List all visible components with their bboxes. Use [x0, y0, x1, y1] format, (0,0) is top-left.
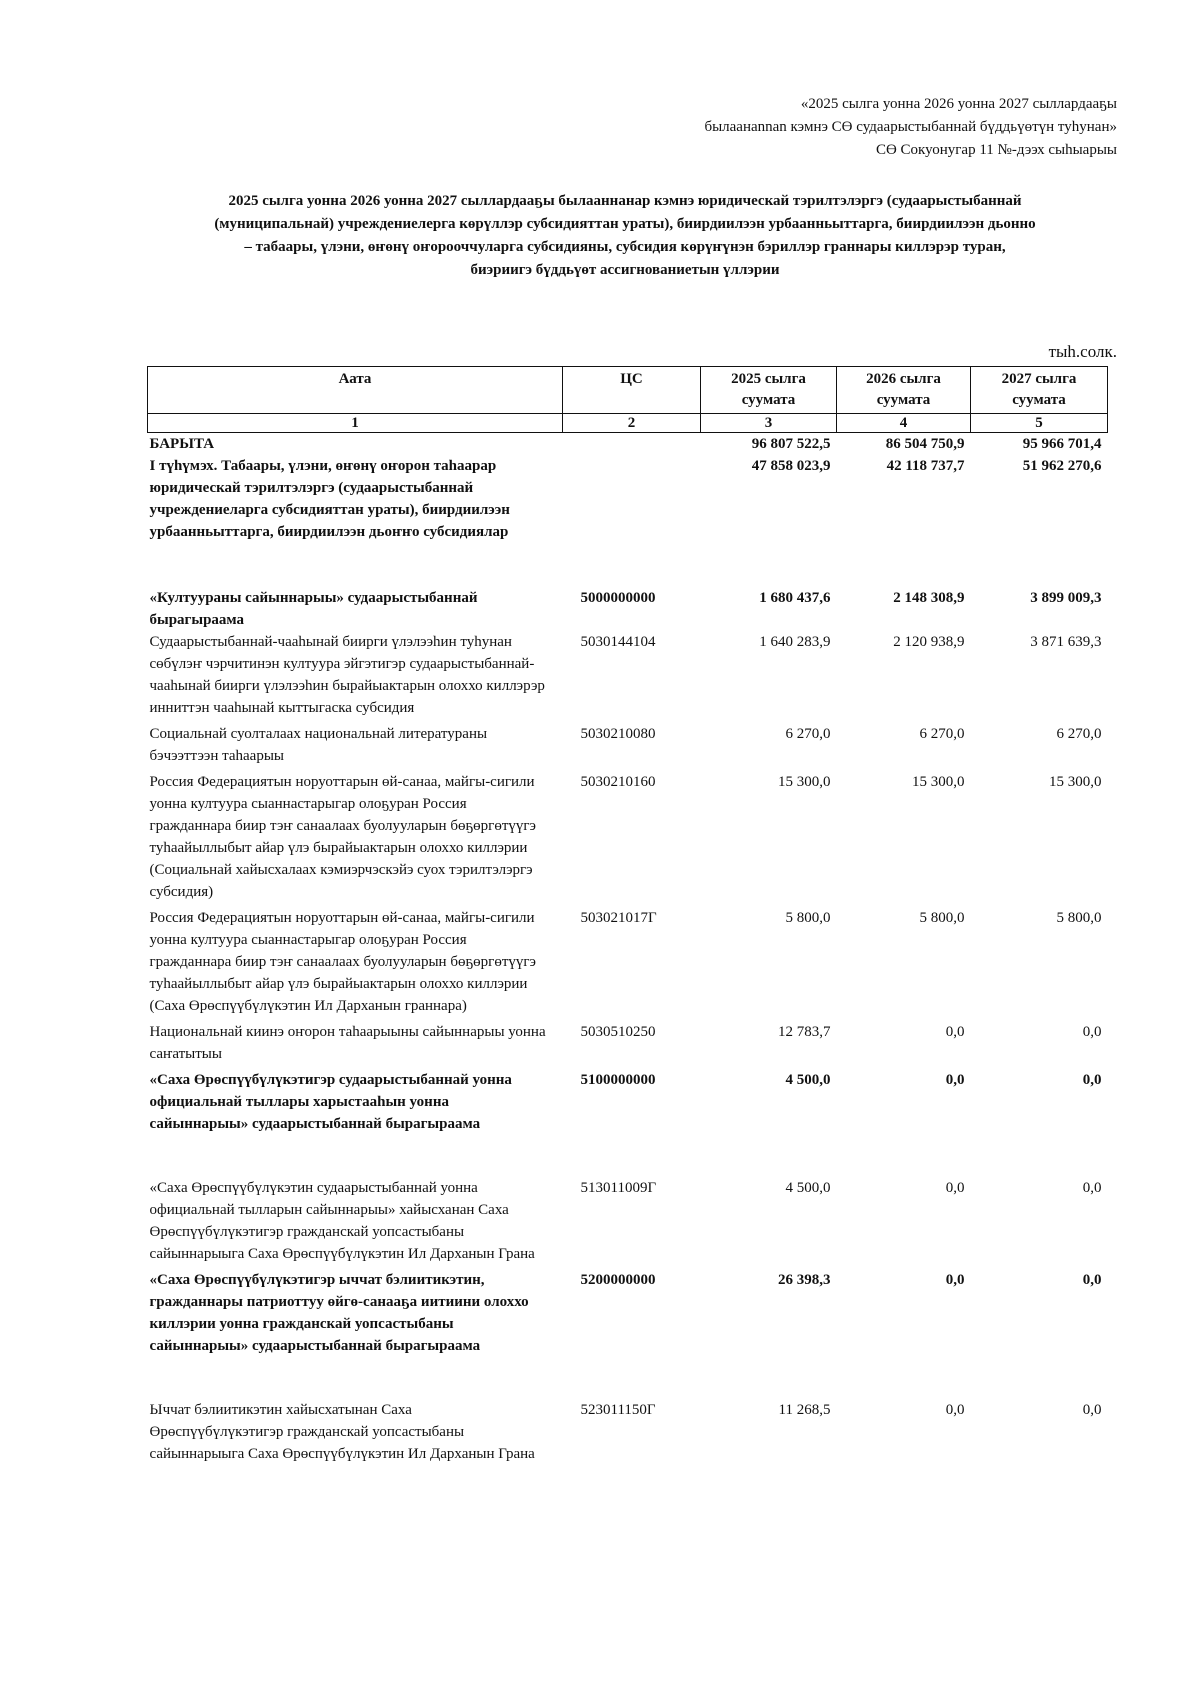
row-code: 523011150Г: [580, 1402, 656, 1418]
header-line-1: «2025 сылга уонна 2026 уонна 2027 сыллардааҕы: [800, 96, 1117, 112]
units-label: тыһ.солк.: [1048, 342, 1117, 361]
column-number-1: 1: [148, 414, 563, 433]
column-number-2: 2: [563, 414, 701, 433]
row-value-2026: 0,0: [945, 1272, 965, 1288]
row-value-2026: 15 300,0: [912, 774, 965, 790]
row-value-2026: 0,0: [945, 1180, 965, 1196]
table-row: [148, 1177, 1108, 1269]
title-line-4: биэриигэ бүддьүөт ассигнованиетын үллэрии: [470, 262, 780, 278]
header-line-3: СӨ Сокуонугар 11 №-дээх сыһыарыы: [875, 142, 1117, 158]
column-number-5: 5: [971, 414, 1108, 433]
row-name: Ыччат бэлиитикэтин хайысхатынан Саха Өрөспүүбүлүкэтигэр гражданскай уопсастыбаны сайыннарыыга Саха Өрөспүүбүлүкэтин Ил Дарханын Грана: [149, 1402, 535, 1462]
column-header-code: ЦС: [563, 367, 701, 414]
row-value-2025: 6 270,0: [785, 726, 831, 742]
row-name: Национальнай киинэ оҥорон таһаарыыны сайыннарыы уонна саҥатытыы: [149, 1024, 546, 1062]
row-value-2025: 4 500,0: [785, 1072, 831, 1088]
table-row-total: [148, 433, 1108, 456]
row-value-2025: 1 640 283,9: [759, 634, 831, 650]
row-code: 5200000000: [580, 1272, 656, 1288]
column-number-row: [148, 414, 1108, 433]
row-value-2025: 4 500,0: [785, 1180, 831, 1196]
row-code: 5030210080: [580, 726, 656, 742]
row-value-2025: 12 783,7: [778, 1024, 831, 1040]
column-number-4: 4: [837, 414, 971, 433]
row-value-2025: 15 300,0: [778, 774, 831, 790]
row-value-2027: 0,0: [1082, 1072, 1102, 1088]
row-name: I түһүмэх. Табаары, үлэни, өҥөнү оҥорон таһаарар юридическай тэрилтэлэргэ (судаарыстыбаннай учреждениеларга субсидияттан ураты), биирдиилээн урбаанньыттарга, биирдиилээн дьоҥҥо субсидиялар: [149, 458, 510, 540]
row-value-2025: 96 807 522,5: [751, 436, 831, 452]
row-value-2026: 2 120 938,9: [893, 634, 965, 650]
row-value-2027: 51 962 270,6: [1022, 458, 1102, 474]
row-value-2027: 6 270,0: [1056, 726, 1102, 742]
row-code: 5030510250: [580, 1024, 656, 1040]
row-value-2027: 0,0: [1082, 1180, 1102, 1196]
document-title: [145, 190, 1105, 282]
row-name: «Култуураны сайыннарыы» судаарыстыбаннай бырагыраама: [149, 590, 478, 628]
row-code: [563, 455, 701, 587]
table-row: [148, 771, 1108, 907]
column-header-name: Аата: [148, 367, 563, 414]
row-code: 513011009Г: [580, 1180, 657, 1196]
row-name: Социальнай суолталаах национальнай литератураны бэчээттээн таһаарыы: [149, 726, 488, 764]
column-header-2025: 2025 сылга суумата: [701, 367, 837, 414]
row-value-2025: 47 858 023,9: [751, 458, 831, 474]
row-code: 503021017Г: [580, 910, 657, 926]
row-value-2025: 11 268,5: [778, 1402, 831, 1418]
column-number-3: 3: [701, 414, 837, 433]
row-name: БАРЫТА: [149, 436, 215, 452]
document-reference-header: [704, 93, 1117, 162]
row-value-2027: 3 899 009,3: [1030, 590, 1102, 606]
row-value-2026: 2 148 308,9: [893, 590, 965, 606]
row-value-2025: 26 398,3: [778, 1272, 831, 1288]
row-name: «Саха Өрөспүүбүлүкэтин судаарыстыбаннай уонна официальнай тылларын сайыннарыы» хайысханан Саха Өрөспүүбүлүкэтигэр гражданскай уопсастыбаны сайыннарыыга Саха Өрөспүүбүлүкэтин Ил Дарханын Грана: [149, 1180, 535, 1262]
title-line-3: – табаары, үлэни, өҥөнү оҥорооччуларга субсидияны, субсидия көрүҥүнэн бэриллэр граннары киллэрэр туран,: [244, 239, 1006, 255]
table-row: [148, 723, 1108, 771]
row-code: 5030144104: [580, 634, 656, 650]
row-code: 5000000000: [580, 590, 656, 606]
title-line-2: (муниципальнай) учреждениелерга көрүллэр субсидияттан ураты), биирдиилээн урбаанньыттарга, биирдиилээн дьонно: [214, 216, 1036, 232]
row-value-2027: 15 300,0: [1049, 774, 1102, 790]
row-name: Россия Федерациятын норуоттарын өй-санаа, майгы-сигили уонна култуура сыаннастарыгар олоҕуран Россия гражданнара биир тэҥ санаалаах буолууларын бөҕөргөтүүгэ туһаайыллыбыт айар үлэ бырайыактарын олоххо киллэрии (Саха Өрөспүүбүлүкэтин Ил Дарханын граннара): [149, 910, 536, 1014]
title-line-1: 2025 сылга уонна 2026 уонна 2027 сыллардааҕы былааннанар кэмнэ юридическай тэрилтэлэргэ (судаарыстыбаннай: [228, 193, 1022, 209]
row-value-2025: 5 800,0: [785, 910, 831, 926]
table-row-program: [148, 587, 1108, 631]
row-value-2025: 1 680 437,6: [759, 590, 831, 606]
row-value-2027: 0,0: [1082, 1024, 1102, 1040]
table-row-section: [148, 455, 1108, 587]
row-value-2026: 5 800,0: [919, 910, 965, 926]
table-row: [148, 1021, 1108, 1069]
row-value-2026: 0,0: [945, 1402, 965, 1418]
table-row: [148, 907, 1108, 1021]
row-value-2026: 0,0: [945, 1072, 965, 1088]
row-value-2026: 86 504 750,9: [885, 436, 965, 452]
column-header-2026: 2026 сылга суумата: [837, 367, 971, 414]
row-name: Судаарыстыбаннай-чааһынай биирги үлэлээһин туһунан сөбүлэҥ чэрчитинэн култуура эйгэтигэр судаарыстыбаннай-чааһынай биирги үлэлээһин бырайыактарын олоххо киллэрэр инниттэн чааһынай кыттыгаска субсидия: [149, 634, 545, 716]
row-value-2026: 42 118 737,7: [886, 458, 965, 474]
row-value-2027: 95 966 701,4: [1022, 436, 1102, 452]
row-value-2027: 5 800,0: [1056, 910, 1102, 926]
table-row-program: [148, 1069, 1108, 1177]
table-header-row: [148, 367, 1108, 414]
row-value-2027: 0,0: [1082, 1272, 1102, 1288]
row-name: Россия Федерациятын норуоттарын өй-санаа, майгы-сигили уонна култуура сыаннастарыгар олоҕуран Россия гражданнара биир тэҥ санаалаах буолууларын бөҕөргөтүүгэ туһаайыллыбыт айар үлэ бырайыактарын олоххо киллэрии (Социальнай хайысхалаах кэмиэрчэскэйэ суох тэрилтэлэргэ субсидия): [149, 774, 536, 900]
table-row: [148, 631, 1108, 723]
row-value-2026: 6 270,0: [919, 726, 965, 742]
row-code: 5100000000: [580, 1072, 656, 1088]
row-name: «Саха Өрөспүүбүлүкэтигэр судаарыстыбаннай уонна официальнай тыллары харыстааһын уонна сайыннарыы» судаарыстыбаннай бырагыраама: [149, 1072, 512, 1132]
row-value-2026: 0,0: [945, 1024, 965, 1040]
budget-table: [147, 366, 1108, 1469]
row-value-2027: 3 871 639,3: [1030, 634, 1102, 650]
row-code: [563, 433, 701, 456]
column-header-2027: 2027 сылга суумата: [971, 367, 1108, 414]
row-code: 5030210160: [580, 774, 656, 790]
table-row-program: [148, 1269, 1108, 1399]
row-name: «Саха Өрөспүүбүлүкэтигэр ыччат бэлиитикэтин, гражданнары патриоттуу өйгө-санааҕа иитиини олоххо киллэрии уонна гражданскай уопсастыбаны сайыннарыы» судаарыстыбаннай бырагыраама: [149, 1272, 529, 1354]
table-row: [148, 1399, 1108, 1469]
row-value-2027: 0,0: [1082, 1402, 1102, 1418]
header-line-2: былаанannan кэмнэ СӨ судаарыстыбаннай бүддьүөтүн туһунан»: [704, 119, 1117, 135]
